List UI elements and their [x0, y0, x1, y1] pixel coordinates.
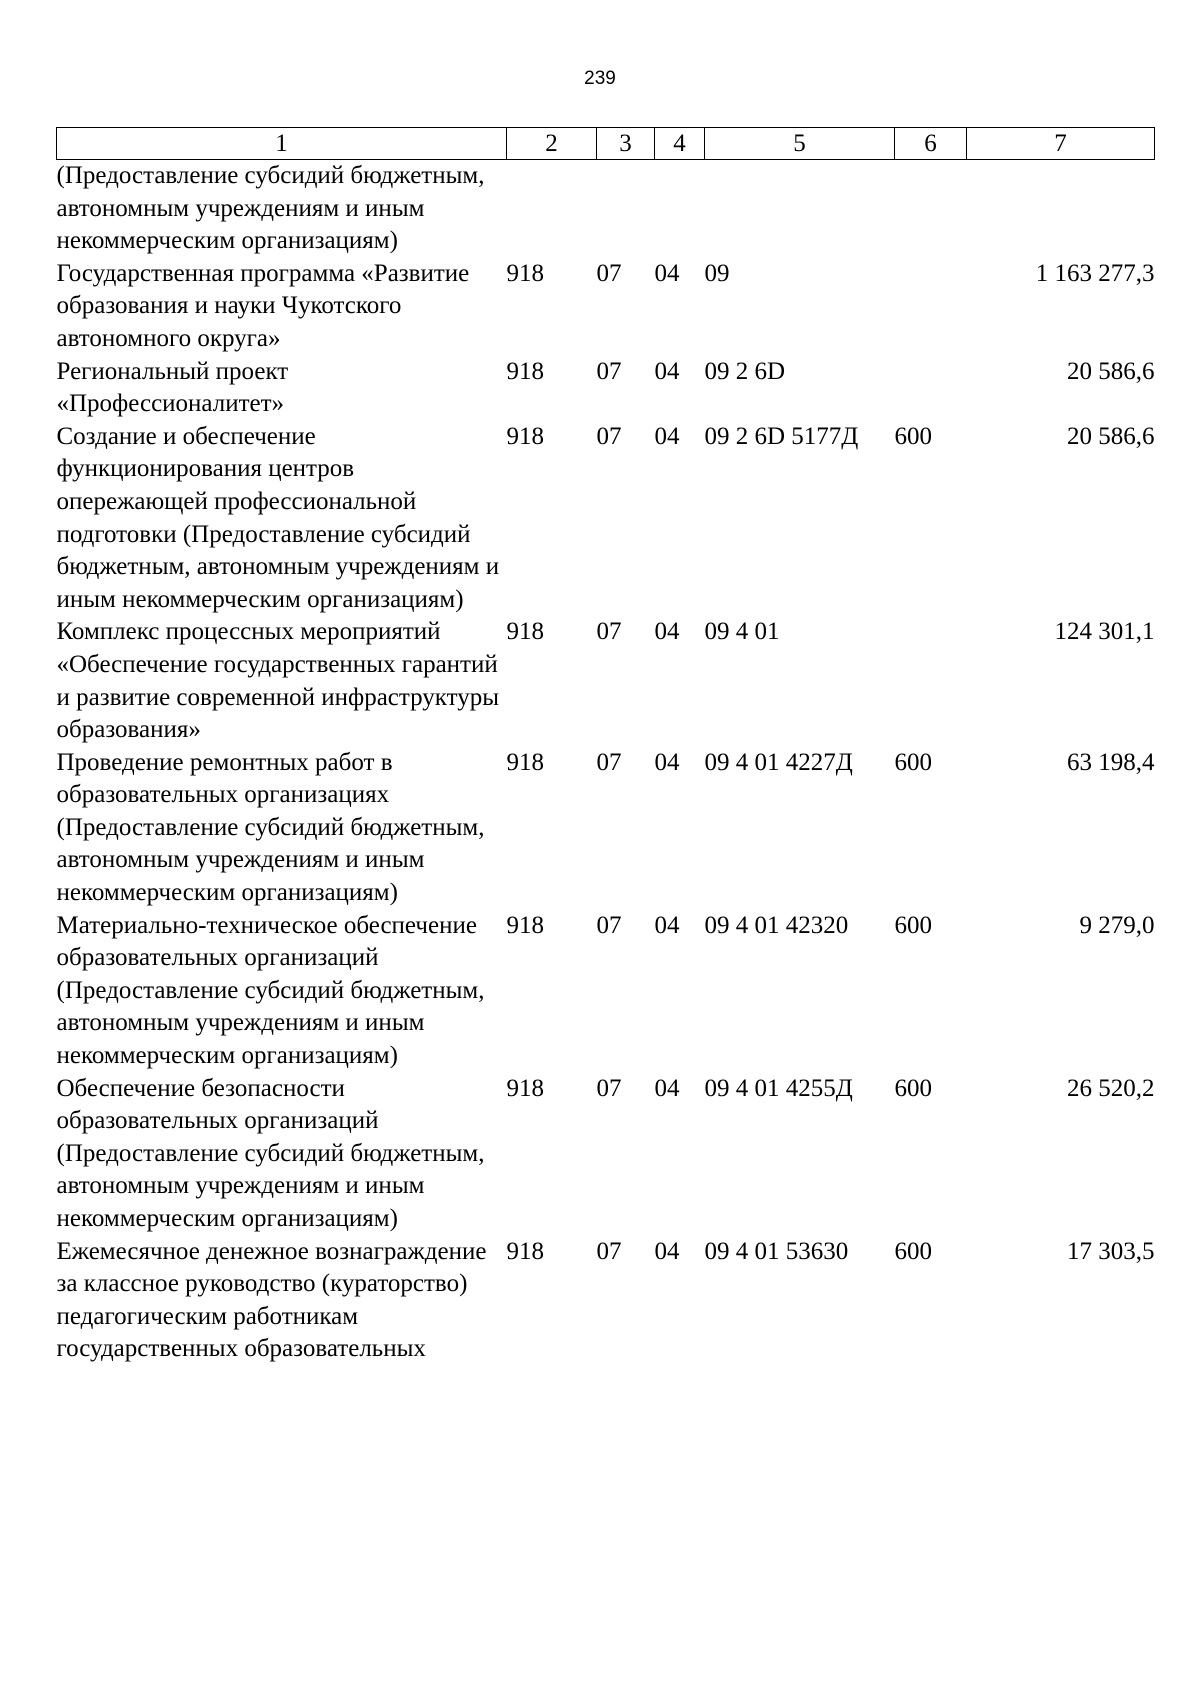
row-subsection: 04 — [654, 911, 680, 939]
table-row — [57, 258, 1155, 356]
row-subsection — [655, 160, 705, 258]
row-amount: 124 301,1 — [1054, 618, 1155, 646]
row-amount: 20 586,6 — [1067, 357, 1155, 385]
row-section: 07 — [596, 911, 622, 939]
table-header — [57, 128, 1155, 160]
row-amount: 17 303,5 — [1067, 1237, 1155, 1265]
row-ministry-code: 918 — [506, 259, 544, 287]
row-section: 07 — [596, 357, 622, 385]
row-subsection: 04 — [654, 1237, 680, 1265]
row-name: Комплекс процессных мероприятий «Обеспечение государственных гарантий и развитие современной инфраструктуры образования» — [56, 618, 499, 744]
row-expense-type: 600 — [894, 1074, 932, 1102]
budget-table — [56, 127, 1155, 1366]
row-name: (Предоставление субсидий бюджетным, автономным учреждениям и иным некоммерческим организациям) — [56, 162, 485, 255]
row-subsection: 04 — [654, 618, 680, 646]
table-row — [57, 421, 1155, 617]
row-target-article: 09 2 6D 5177Д — [704, 422, 859, 450]
row-target-article: 09 4 01 4255Д — [704, 1074, 853, 1102]
row-amount: 26 520,2 — [1067, 1074, 1155, 1102]
row-expense-type: 600 — [894, 748, 932, 776]
row-name: Государственная программа «Развитие образования и науки Чукотского автономного округа» — [56, 259, 470, 352]
header-col-3: 3 — [597, 128, 655, 160]
row-section: 07 — [596, 259, 622, 287]
row-target-article: 09 2 6D — [704, 357, 786, 385]
header-col-4: 4 — [655, 128, 705, 160]
row-subsection: 04 — [654, 422, 680, 450]
header-col-2: 2 — [507, 128, 597, 160]
row-target-article: 09 4 01 4227Д — [704, 748, 853, 776]
row-name: Обеспечение безопасности образовательных организаций (Предоставление субсидий бюджетным, автономным учреждениям и иным некоммерческим организациям) — [56, 1074, 485, 1232]
row-name: Ежемесячное денежное вознаграждение за классное руководство (кураторство) педагогическим работникам государственных образовательных — [56, 1237, 487, 1363]
row-section: 07 — [596, 618, 622, 646]
row-ministry-code: 918 — [506, 1074, 544, 1102]
table-row — [57, 616, 1155, 746]
table-row — [57, 910, 1155, 1073]
row-ministry-code: 918 — [506, 1237, 544, 1265]
row-ministry-code: 918 — [506, 422, 544, 450]
row-ministry-code — [507, 160, 597, 258]
row-amount: 1 163 277,3 — [1035, 259, 1155, 287]
row-target-article: 09 4 01 53630 — [704, 1237, 849, 1265]
row-expense-type — [895, 616, 967, 746]
row-section: 07 — [596, 748, 622, 776]
row-expense-type — [895, 356, 967, 421]
row-section: 07 — [596, 422, 622, 450]
table-row — [57, 1236, 1155, 1366]
table-row — [57, 160, 1155, 258]
row-target-article: 09 — [704, 259, 730, 287]
row-name: Материально-техническое обеспечение образовательных организаций (Предоставление субсидий бюджетным, автономным учреждениям и иным некоммерческим организациям) — [56, 911, 485, 1070]
row-target-article — [705, 160, 895, 258]
row-expense-type — [895, 160, 967, 258]
row-subsection: 04 — [654, 259, 680, 287]
header-col-1: 1 — [57, 128, 507, 160]
row-target-article: 09 4 01 42320 — [704, 911, 849, 939]
row-amount: 9 279,0 — [1079, 911, 1155, 939]
row-section: 07 — [596, 1074, 622, 1102]
row-name: Региональный проект «Профессионалитет» — [56, 357, 289, 418]
header-col-7: 7 — [967, 128, 1155, 160]
row-subsection: 04 — [654, 1074, 680, 1102]
row-expense-type — [895, 258, 967, 356]
row-name: Проведение ремонтных работ в образовательных организациях (Предоставление субсидий бюджетным, автономным учреждениям и иным некоммерческим организациям) — [56, 748, 485, 907]
row-target-article: 09 4 01 — [704, 618, 780, 646]
row-expense-type: 600 — [894, 1237, 932, 1265]
row-section: 07 — [596, 1237, 622, 1265]
table-row — [57, 747, 1155, 910]
table-row — [57, 356, 1155, 421]
header-col-5: 5 — [705, 128, 895, 160]
row-subsection: 04 — [654, 748, 680, 776]
row-expense-type: 600 — [894, 911, 932, 939]
page-number: 239 — [584, 68, 616, 89]
header-row — [57, 128, 1155, 160]
row-ministry-code: 918 — [506, 911, 544, 939]
row-ministry-code: 918 — [506, 357, 544, 385]
row-ministry-code: 918 — [506, 618, 544, 646]
row-amount: 20 586,6 — [1067, 422, 1155, 450]
row-name: Создание и обеспечение функционирования центров опережающей профессиональной подготовки (Предоставление субсидий бюджетным, автономным учреждениям и иным некоммерческим организациям) — [56, 422, 500, 613]
row-subsection: 04 — [654, 357, 680, 385]
row-expense-type: 600 — [894, 422, 932, 450]
row-amount: 63 198,4 — [1067, 748, 1155, 776]
row-section — [597, 160, 655, 258]
row-ministry-code: 918 — [506, 748, 544, 776]
header-col-6: 6 — [895, 128, 967, 160]
row-amount — [967, 160, 1155, 258]
table-row — [57, 1073, 1155, 1236]
table-body — [57, 160, 1155, 1366]
